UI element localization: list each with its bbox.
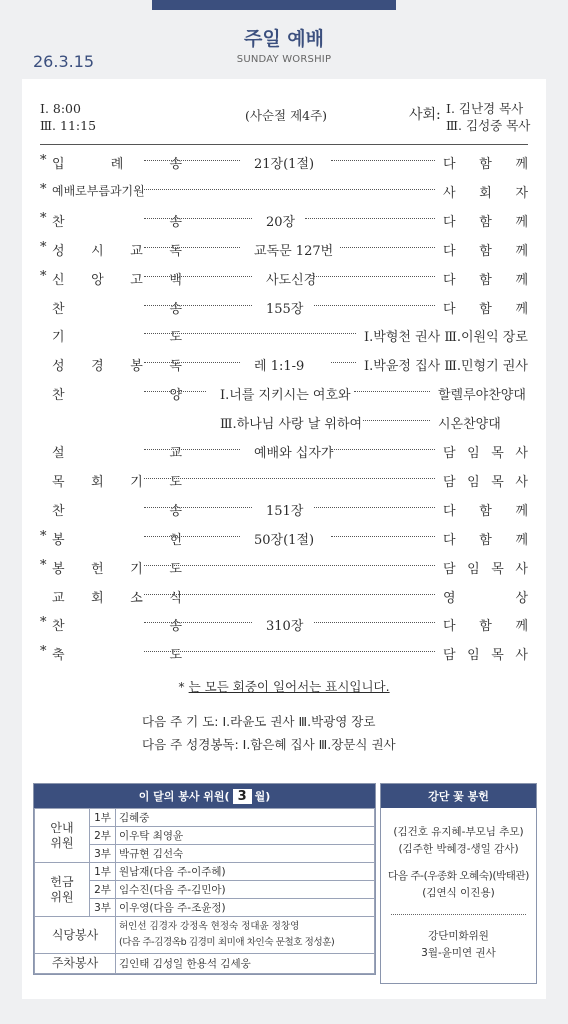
order-leader: 다 함 께 <box>443 157 528 172</box>
leader-dots <box>144 218 252 219</box>
presider-label: 사회: <box>409 107 441 123</box>
leader-dots <box>363 420 430 421</box>
order-leader: 담 임 목 사 <box>443 648 528 664</box>
duty-panel <box>33 783 376 975</box>
order-content: 레 1:1-9 <box>254 359 305 375</box>
leader-dots <box>340 247 435 248</box>
standing-marker: * <box>40 181 47 197</box>
order-leader: 영 상 <box>443 590 528 606</box>
names-cell: 임수진(다음 주-김민아) <box>116 881 375 899</box>
order-leader: 다 함 께 <box>443 532 528 548</box>
top-accent-bar <box>152 0 396 10</box>
service-time-3: Ⅲ. 11:15 <box>40 118 97 133</box>
order-label: 찬 양 <box>52 388 182 404</box>
order-row <box>40 326 532 348</box>
order-leader: 다 함 께 <box>443 503 528 519</box>
leader-dots <box>144 391 206 392</box>
standing-marker: * <box>40 210 47 226</box>
standing-marker: * <box>40 268 47 284</box>
duty-title-post: 월) <box>254 790 271 803</box>
order-row <box>40 413 532 435</box>
usher-group: 안내 위원 <box>35 809 90 863</box>
order-content: 20장 <box>266 214 296 230</box>
leader-dots <box>144 247 240 248</box>
leader-dots <box>144 507 252 508</box>
order-leader: 할렐루야찬양대 <box>438 388 526 404</box>
flower-panel-header: 강단 꽃 봉헌 <box>381 784 536 808</box>
order-row <box>40 269 532 291</box>
order-row <box>40 211 532 233</box>
order-row <box>40 298 532 320</box>
order-leader: 다 함 께 <box>443 619 528 635</box>
service-time-1: Ⅰ. 8:00 <box>40 101 81 116</box>
order-row <box>40 384 532 406</box>
parking-names: 김인태 김성일 한용석 김세웅 <box>116 954 375 974</box>
table-row <box>35 917 375 954</box>
order-leader: Ⅰ.박형천 권사 Ⅲ.이원익 장로 <box>364 330 528 346</box>
part-cell: 1부 <box>90 809 116 827</box>
order-label: 설 교 <box>52 446 182 461</box>
table-row <box>35 863 375 881</box>
service-date: 26.3.15 <box>33 52 95 71</box>
leader-dots <box>314 276 435 277</box>
kitchen-label: 식당봉사 <box>35 917 116 954</box>
order-content: Ⅲ.하나님 사랑 날 위하여 <box>220 417 363 433</box>
leader-dots <box>144 565 435 566</box>
altar-committee: 강단미화위원 3월-윤미연 권사 <box>421 930 496 959</box>
flower-next-week: 다음 주-(우종화 오혜숙)(박태관) (김연식 이진용) <box>388 870 529 899</box>
part-cell: 3부 <box>90 845 116 863</box>
standing-marker: * <box>40 615 47 631</box>
order-row <box>40 153 532 175</box>
order-content: 50장(1절) <box>254 532 315 548</box>
order-row <box>40 471 532 493</box>
duty-title-pre: 이 달의 봉사 위원( <box>138 790 230 803</box>
offering-group: 헌금 위원 <box>35 863 90 917</box>
flower-donors: (김건호 유지혜-부모님 추모) (김주한 박혜경-생일 감사) <box>393 826 524 855</box>
standing-marker: * <box>40 644 47 660</box>
names-cell: 원남재(다음 주-이주헤) <box>116 863 375 881</box>
order-row <box>40 615 532 637</box>
leader-dots <box>144 333 356 334</box>
order-leader: 다 함 께 <box>443 301 528 317</box>
order-label: 봉 헌 기 도 <box>52 561 182 577</box>
standing-marker: * <box>40 528 47 544</box>
kitchen-names: 허인선 김경자 강정옥 현정숙 정대윤 정창영 (다음 주-김경옥b 김경미 최미애 차인숙 문철호 정성훈) <box>116 917 375 954</box>
part-cell: 2부 <box>90 827 116 845</box>
leader-dots <box>331 362 357 363</box>
standing-marker: * <box>40 557 47 573</box>
order-leader: Ⅰ.박윤정 집사 Ⅲ.민형기 권사 <box>364 359 528 375</box>
order-row <box>40 587 532 609</box>
names-cell: 김혜중 <box>116 809 375 827</box>
standing-note <box>0 677 568 695</box>
part-cell: 2부 <box>90 881 116 899</box>
order-leader: 담 임 목 사 <box>443 474 528 490</box>
leader-dots <box>305 218 436 219</box>
order-leader: 시온찬양대 <box>438 417 501 433</box>
standing-star: * <box>178 679 185 694</box>
order-content: 교독문 127번 <box>254 243 334 259</box>
standing-marker: * <box>40 153 47 168</box>
leader-dots <box>331 449 436 450</box>
order-label: 입 례 송 <box>52 157 182 172</box>
order-leader: 다 함 께 <box>443 243 528 259</box>
order-row <box>40 500 532 522</box>
order-row <box>40 442 532 464</box>
order-leader: 사 회 자 <box>443 185 528 201</box>
leader-dots <box>331 160 436 161</box>
order-content: 151장 <box>266 503 304 519</box>
standing-note-text: 는 모든 회중이 일어서는 표시입니다. <box>188 679 390 694</box>
order-content: 예배와 십자가 <box>254 446 334 461</box>
presiders <box>446 100 530 134</box>
names-cell: 이우탁 최영윤 <box>116 827 375 845</box>
order-leader: 담 임 목 사 <box>443 561 528 577</box>
order-label: 찬 송 <box>52 619 182 635</box>
order-label: 찬 송 <box>52 214 182 230</box>
order-row <box>40 182 532 204</box>
order-label: 목 회 기 도 <box>52 474 182 490</box>
page-title: 주일 예배 <box>243 28 325 50</box>
leader-dots <box>144 622 252 623</box>
next-week-prayer <box>142 712 375 730</box>
next-week-prayer-value: Ⅰ.라윤도 권사 Ⅲ.박광영 장로 <box>222 714 376 729</box>
table-row <box>35 954 375 974</box>
order-content: 155장 <box>266 301 304 317</box>
order-label: 축 도 <box>52 648 182 664</box>
order-label: 교 회 소 식 <box>52 590 182 606</box>
leader-dots <box>144 594 435 595</box>
names-cell: 박규현 김선숙 <box>116 845 375 863</box>
order-row <box>40 558 532 580</box>
leader-dots <box>144 305 252 306</box>
order-label: 봉 헌 <box>52 532 182 548</box>
header-divider <box>40 144 528 145</box>
order-label: 성 경 봉 독 <box>52 359 182 375</box>
leader-dots <box>331 536 436 537</box>
order-row <box>40 240 532 262</box>
leader-dots <box>144 449 240 450</box>
presider-1: Ⅰ. 김난경 목사 <box>446 101 524 116</box>
next-week-reading-label: 다음 주 성경봉독: <box>142 737 239 752</box>
order-row <box>40 355 532 377</box>
order-label: 찬 송 <box>52 301 182 317</box>
order-row <box>40 644 532 666</box>
order-label: 성 시 교 독 <box>52 243 182 259</box>
liturgical-season: (사순절 제4주) <box>245 108 328 123</box>
leader-dots <box>144 651 435 652</box>
order-content: 310장 <box>266 619 304 635</box>
order-leader: 다 함 께 <box>443 214 528 230</box>
order-label: 신 앙 고 백 <box>52 272 182 288</box>
leader-dots <box>144 536 240 537</box>
leader-dots <box>144 276 252 277</box>
presider-3: Ⅲ. 김성중 목사 <box>446 118 531 133</box>
service-times <box>40 100 96 134</box>
duty-table <box>34 808 375 974</box>
order-label: 기 도 <box>52 330 182 346</box>
flower-divider <box>391 914 526 915</box>
order-leader: 담 임 목 사 <box>443 446 528 461</box>
leader-dots <box>314 622 435 623</box>
flower-panel <box>380 783 537 984</box>
next-week-reading-value: Ⅰ.함은혜 집사 Ⅲ.장문식 권사 <box>242 737 396 752</box>
order-leader: 다 함 께 <box>443 272 528 288</box>
order-content: 사도신경 <box>266 272 317 288</box>
names-cell: 이우영(다음 주-조윤정) <box>116 899 375 917</box>
leader-dots <box>144 189 435 190</box>
part-cell: 1부 <box>90 863 116 881</box>
part-cell: 3부 <box>90 899 116 917</box>
order-content: 21장(1절) <box>254 157 315 172</box>
parking-label: 주차봉사 <box>35 954 116 974</box>
order-row <box>40 529 532 551</box>
next-week-prayer-label: 다음 주 기 도: <box>142 714 219 729</box>
order-label: 찬 송 <box>52 503 182 519</box>
order-content: Ⅰ.너를 지키시는 여호와 <box>220 388 351 404</box>
leader-dots <box>314 305 435 306</box>
next-week-reading <box>142 735 396 753</box>
leader-dots <box>144 478 435 479</box>
duty-panel-header <box>34 784 375 808</box>
leader-dots <box>314 507 435 508</box>
page-subtitle: SUNDAY WORSHIP <box>236 54 332 65</box>
leader-dots <box>144 160 240 161</box>
duty-month: 3 <box>233 789 252 804</box>
leader-dots <box>354 391 431 392</box>
leader-dots <box>144 362 240 363</box>
standing-marker: * <box>40 239 47 255</box>
order-label: 예배로부름과기원 <box>52 183 145 198</box>
table-row <box>35 809 375 827</box>
